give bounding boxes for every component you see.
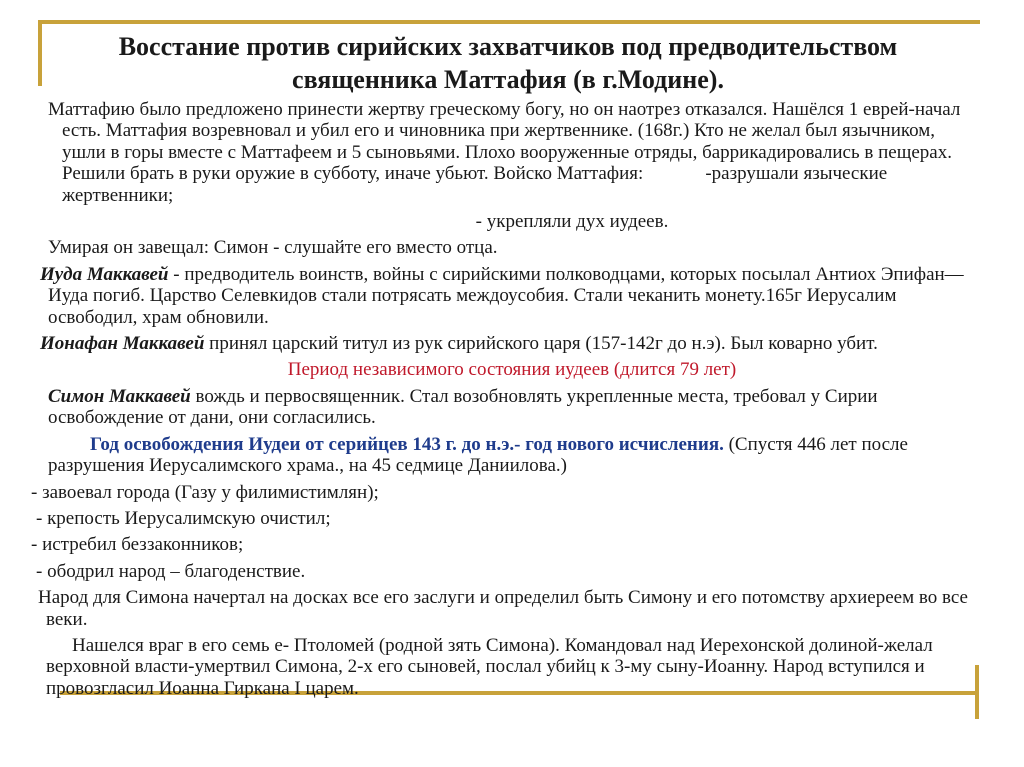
slide-title bbox=[40, 30, 976, 96]
list-item-conquered: - завоевал города (Газу у филимистимлян); bbox=[31, 481, 379, 503]
list-item-lawless: - истребил беззаконников; bbox=[31, 534, 244, 556]
paragraph-testament: Умирая он завещал: Симон - слушайте его вместо отца. bbox=[48, 237, 498, 259]
army-item-2: - укрепляли дух иудеев. bbox=[475, 211, 669, 233]
paragraph-judah: Иуда Маккавей - предводитель воинств, войны с сирийскими полководцами, которых посылал Антиох Эпифан—Иуда погиб. Царство Селевкидов стали потрясать междоусобия. Стали чеканить монету.165г Иерусалим освободил, храм обновили. bbox=[40, 263, 964, 328]
liberation-year-highlight: Год освобождения Иудеи от серийцев 143 г. до н.э.- год нового исчисления. bbox=[90, 433, 724, 455]
paragraph-people-decree: Народ для Симона начертал на досках все его заслуги и определил быть Симону и его потомству архиереем во все веки. bbox=[38, 587, 968, 630]
slide-body bbox=[0, 99, 1024, 699]
paragraph-mattathias: Маттафию было предложено принести жертву греческому богу, но он наотрез отказался. Нашёлся 1 еврей-начал есть. Маттафия возревновал и убил его и чиновника при жертвеннике. (168г.) Кто не желал был язычником, ушли в горы вместе с Маттафеем и 5 сыновьями. Плохо вооруженные отряды, баррикадировались в пещерах. Решили брать в руки оружие в субботу, иначе убьют. Войско Маттафия: -разрушали языческие жертвенники; bbox=[48, 99, 961, 206]
title-line-1: Восстание против сирийских захватчиков под предводительством bbox=[118, 32, 898, 61]
paragraph-jonathan: Ионафан Маккавей принял царский титул из рук сирийского царя (157-142г до н.э). Был коварно убит. bbox=[40, 333, 878, 355]
list-item-prosperity: - ободрил народ – благоденствие. bbox=[36, 560, 306, 582]
name-judah: Иуда Маккавей bbox=[40, 263, 169, 285]
name-jonathan: Ионафан Маккавей bbox=[40, 333, 205, 355]
period-heading: Период независимого состояния иудеев (длится 79 лет) bbox=[287, 359, 737, 381]
list-item-fortress: - крепость Иерусалимскую очистил; bbox=[36, 507, 331, 529]
paragraph-simon: Симон Маккавей вождь и первосвященник. Стал возобновлять укрепленные места, требовал у Сирии освобождение от дани, они согласились. bbox=[48, 385, 878, 429]
frame-top-border bbox=[38, 20, 980, 24]
name-simon: Симон Маккавей bbox=[48, 385, 191, 407]
army-item-1: -разрушали языческие жертвенники; bbox=[62, 163, 888, 206]
title-line-2: священника Маттафия (в г.Модине). bbox=[292, 65, 724, 94]
paragraph-ptolemy: Нашелся враг в его семь е- Птоломей (родной зять Симона). Командовал над Иерехонской долиной-желал верховной власти-умертвил Симона, 2-х его сыновей, послал убийц к 3-му сыну-Иоанну. Народ вступился и провозгласил Иоанна Гиркана I царем. bbox=[46, 634, 933, 699]
paragraph-liberation-year: Год освобождения Иудеи от серийцев 143 г. до н.э.- год нового исчисления. (Спустя 446 лет после разрушения Иерусалимского храма., на 45 седмице Даниилова.) bbox=[48, 433, 908, 477]
ptolemy-first-line: Нашелся враг в его семь е- Птоломей (родной зять Симона). Командовал над Иерехонской bbox=[72, 634, 805, 656]
